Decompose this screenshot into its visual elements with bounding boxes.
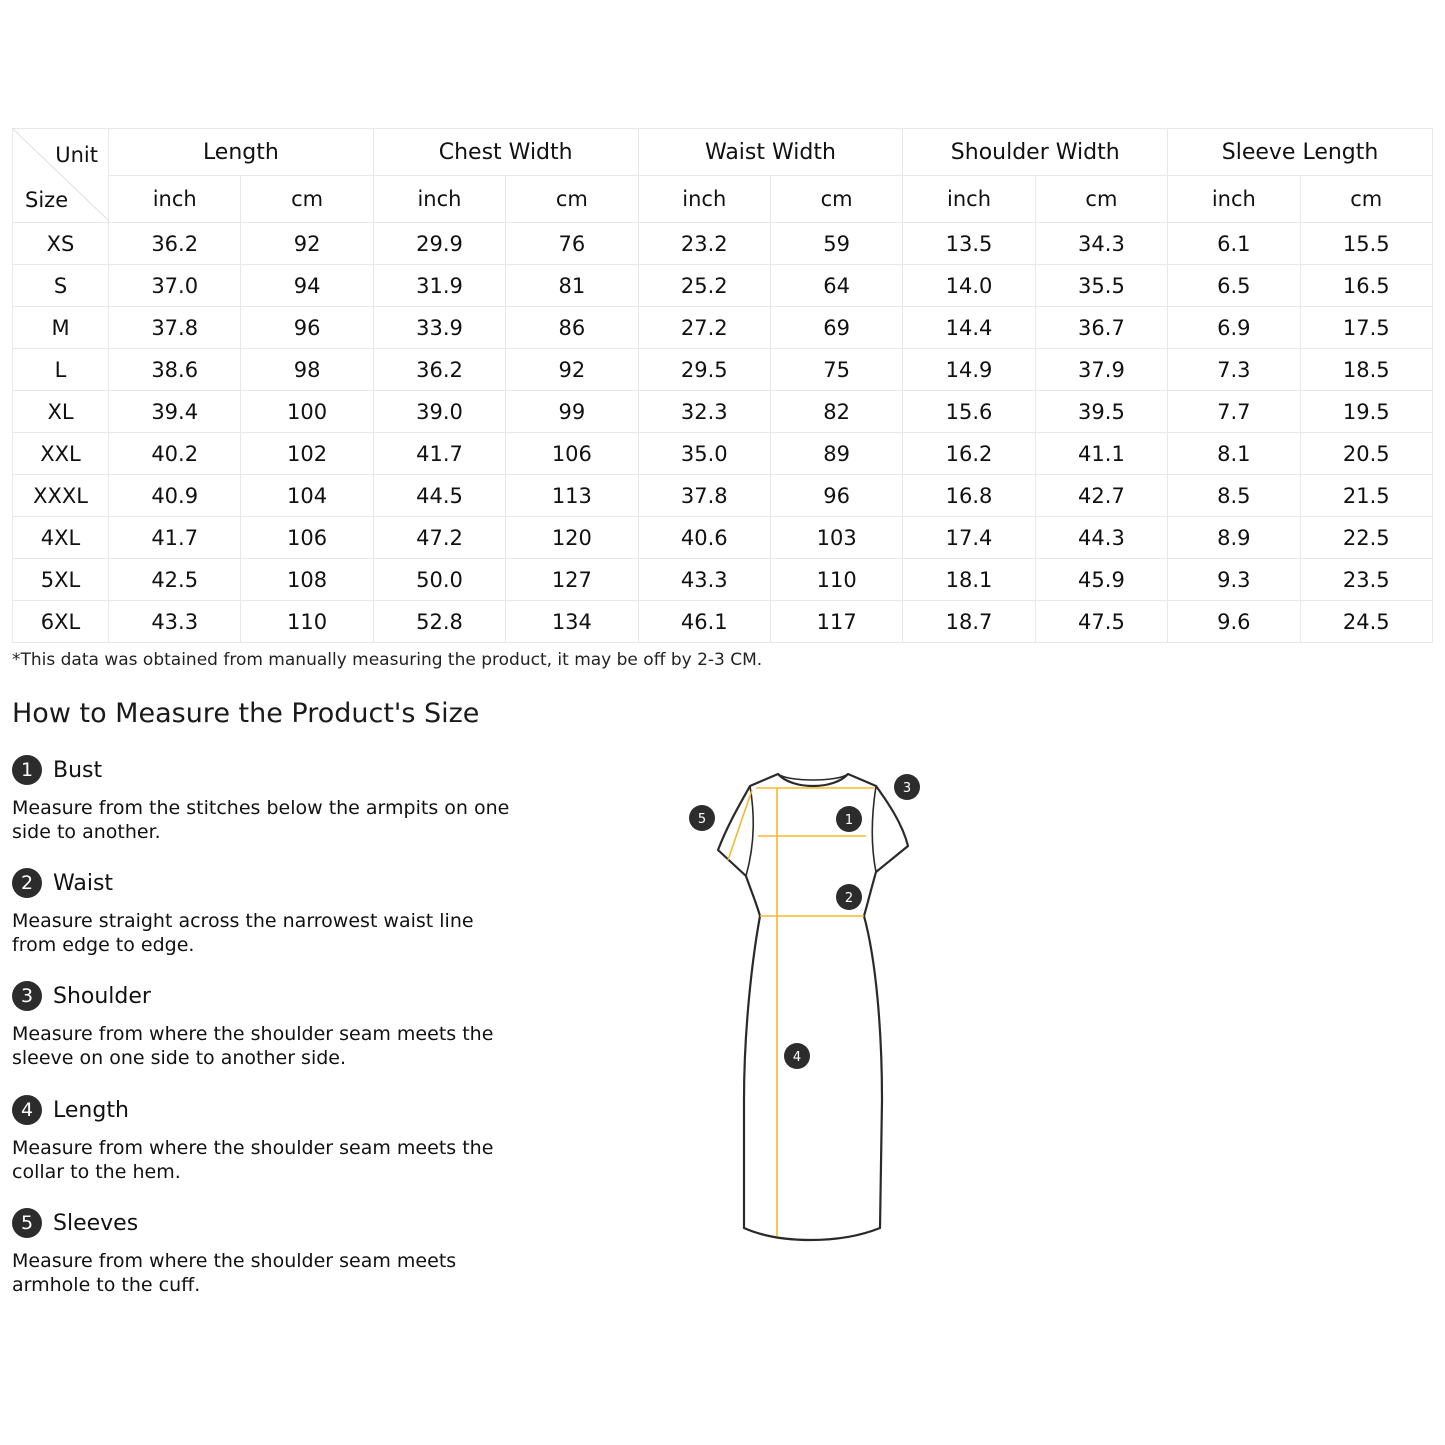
step-description: Measure from where the shoulder seam meets the sleeve on one side to another side.: [12, 1023, 494, 1069]
table-cell: 38.6: [109, 349, 241, 391]
table-cell: 13.5: [903, 223, 1035, 265]
group-header-waist-width: Waist Width: [638, 129, 903, 176]
table-cell: 100: [241, 391, 373, 433]
table-cell: 32.3: [638, 391, 770, 433]
table-cell: 106: [506, 433, 638, 475]
table-cell: 8.5: [1168, 475, 1300, 517]
size-label-cell: XL: [13, 391, 109, 433]
table-cell: 9.6: [1168, 601, 1300, 643]
table-cell: 31.9: [373, 265, 505, 307]
table-cell: 18.7: [903, 601, 1035, 643]
step-number-badge: 2: [12, 868, 42, 898]
table-cell: 16.5: [1300, 265, 1432, 307]
table-cell: 6.9: [1168, 307, 1300, 349]
table-cell: 64: [770, 265, 902, 307]
measurement-note: *This data was obtained from manually measuring the product, it may be off by 2-3 CM.: [12, 650, 763, 670]
table-row: [13, 433, 1433, 475]
size-label-cell: S: [13, 265, 109, 307]
guide-step-bust: [12, 754, 532, 844]
step-name: Waist: [53, 870, 114, 896]
table-body: [13, 223, 1433, 643]
size-label-cell: XS: [13, 223, 109, 265]
table-cell: 41.7: [373, 433, 505, 475]
table-cell: 37.8: [109, 307, 241, 349]
guide-step-length: [12, 1094, 532, 1184]
table-cell: 43.3: [109, 601, 241, 643]
unit-header: cm: [1300, 176, 1432, 223]
table-cell: 6.1: [1168, 223, 1300, 265]
unit-header: cm: [506, 176, 638, 223]
table-cell: 94: [241, 265, 373, 307]
step-name: Shoulder: [53, 983, 151, 1009]
table-unit-header-row: [13, 176, 1433, 223]
table-cell: 89: [770, 433, 902, 475]
table-cell: 106: [241, 517, 373, 559]
table-cell: 24.5: [1300, 601, 1432, 643]
size-label-cell: 6XL: [13, 601, 109, 643]
table-cell: 9.3: [1168, 559, 1300, 601]
table-cell: 76: [506, 223, 638, 265]
table-cell: 23.2: [638, 223, 770, 265]
table-cell: 15.5: [1300, 223, 1432, 265]
table-cell: 110: [770, 559, 902, 601]
badge-4: [784, 1043, 810, 1069]
table-cell: 18.5: [1300, 349, 1432, 391]
table-cell: 69: [770, 307, 902, 349]
size-label-cell: 5XL: [13, 559, 109, 601]
table-cell: 47.2: [373, 517, 505, 559]
table-group-header-row: [13, 129, 1433, 176]
table-cell: 36.2: [109, 223, 241, 265]
table-cell: 35.0: [638, 433, 770, 475]
table-cell: 96: [770, 475, 902, 517]
table-cell: 18.1: [903, 559, 1035, 601]
step-number-badge: 3: [12, 981, 42, 1011]
table-cell: 34.3: [1035, 223, 1167, 265]
step-name: Sleeves: [53, 1210, 139, 1236]
table-cell: 42.5: [109, 559, 241, 601]
table-cell: 39.5: [1035, 391, 1167, 433]
guide-step-sleeves: [12, 1207, 532, 1297]
table-cell: 96: [241, 307, 373, 349]
table-cell: 17.5: [1300, 307, 1432, 349]
badge-3: [894, 774, 920, 800]
table-cell: 27.2: [638, 307, 770, 349]
badge-1: [836, 806, 862, 832]
table-cell: 7.3: [1168, 349, 1300, 391]
group-header-sleeve-length: Sleeve Length: [1168, 129, 1433, 176]
table-cell: 127: [506, 559, 638, 601]
table-cell: 86: [506, 307, 638, 349]
table-cell: 22.5: [1300, 517, 1432, 559]
table-cell: 15.6: [903, 391, 1035, 433]
unit-header: inch: [638, 176, 770, 223]
table-cell: 21.5: [1300, 475, 1432, 517]
table-corner-cell: [13, 129, 109, 223]
step-description: Measure from where the shoulder seam meets armhole to the cuff.: [12, 1250, 457, 1296]
table-cell: 59: [770, 223, 902, 265]
table-row: [13, 223, 1433, 265]
unit-header: inch: [903, 176, 1035, 223]
size-label-cell: M: [13, 307, 109, 349]
table-cell: 120: [506, 517, 638, 559]
step-description: Measure from the stitches below the armpits on one side to another.: [12, 797, 510, 843]
guide-title: How to Measure the Product's Size: [12, 698, 480, 729]
table-cell: 92: [506, 349, 638, 391]
table-cell: 47.5: [1035, 601, 1167, 643]
table-cell: 113: [506, 475, 638, 517]
badge-2: [836, 884, 862, 910]
table-cell: 103: [770, 517, 902, 559]
badge-5: [689, 805, 715, 831]
table-cell: 40.6: [638, 517, 770, 559]
group-header-chest-width: Chest Width: [373, 129, 638, 176]
table-cell: 39.4: [109, 391, 241, 433]
badge-number: 2: [844, 891, 854, 906]
table-cell: 36.7: [1035, 307, 1167, 349]
guide-step-waist: [12, 867, 532, 957]
table-cell: 14.0: [903, 265, 1035, 307]
unit-header: cm: [770, 176, 902, 223]
table-cell: 7.7: [1168, 391, 1300, 433]
table-cell: 108: [241, 559, 373, 601]
table-cell: 8.1: [1168, 433, 1300, 475]
table-cell: 40.9: [109, 475, 241, 517]
table-cell: 98: [241, 349, 373, 391]
table-cell: 81: [506, 265, 638, 307]
table-cell: 14.4: [903, 307, 1035, 349]
badge-number: 4: [792, 1050, 802, 1065]
unit-header: cm: [1035, 176, 1167, 223]
table-row: [13, 349, 1433, 391]
table-row: [13, 265, 1433, 307]
table-cell: 19.5: [1300, 391, 1432, 433]
table-cell: 14.9: [903, 349, 1035, 391]
step-name: Bust: [53, 757, 103, 783]
table-row: [13, 307, 1433, 349]
table-cell: 117: [770, 601, 902, 643]
table-cell: 23.5: [1300, 559, 1432, 601]
table-cell: 39.0: [373, 391, 505, 433]
size-label-cell: XXXL: [13, 475, 109, 517]
corner-size-label: Size: [25, 188, 69, 212]
dress-outline: [718, 774, 908, 1240]
badge-number: 1: [844, 813, 854, 828]
step-name: Length: [53, 1097, 129, 1123]
group-header-length: Length: [109, 129, 374, 176]
step-number-badge: 1: [12, 755, 42, 785]
table-cell: 37.8: [638, 475, 770, 517]
table-cell: 104: [241, 475, 373, 517]
group-header-shoulder-width: Shoulder Width: [903, 129, 1168, 176]
table-cell: 52.8: [373, 601, 505, 643]
table-cell: 45.9: [1035, 559, 1167, 601]
size-chart-table: [12, 128, 1433, 643]
table-cell: 40.2: [109, 433, 241, 475]
table-cell: 16.2: [903, 433, 1035, 475]
table-row: [13, 517, 1433, 559]
badge-number: 5: [697, 812, 707, 827]
unit-header: cm: [241, 176, 373, 223]
table-cell: 44.5: [373, 475, 505, 517]
table-cell: 42.7: [1035, 475, 1167, 517]
table-cell: 33.9: [373, 307, 505, 349]
table-cell: 134: [506, 601, 638, 643]
step-number-badge: 4: [12, 1095, 42, 1125]
table-cell: 43.3: [638, 559, 770, 601]
corner-unit-label: Unit: [55, 143, 98, 167]
table-cell: 8.9: [1168, 517, 1300, 559]
table-cell: 16.8: [903, 475, 1035, 517]
size-label-cell: 4XL: [13, 517, 109, 559]
table-row: [13, 559, 1433, 601]
table-cell: 35.5: [1035, 265, 1167, 307]
size-label-cell: XXL: [13, 433, 109, 475]
table-row: [13, 475, 1433, 517]
table-row: [13, 391, 1433, 433]
table-cell: 44.3: [1035, 517, 1167, 559]
table-cell: 99: [506, 391, 638, 433]
table-cell: 46.1: [638, 601, 770, 643]
step-description: Measure from where the shoulder seam meets the collar to the hem.: [12, 1137, 494, 1183]
size-label-cell: L: [13, 349, 109, 391]
step-number-badge: 5: [12, 1208, 42, 1238]
table-cell: 110: [241, 601, 373, 643]
table-cell: 41.7: [109, 517, 241, 559]
dress-measurement-diagram: [680, 760, 940, 1260]
badge-number: 3: [902, 781, 912, 796]
table-cell: 82: [770, 391, 902, 433]
unit-header: inch: [373, 176, 505, 223]
guide-step-shoulder: [12, 980, 532, 1070]
table-cell: 29.5: [638, 349, 770, 391]
table-cell: 25.2: [638, 265, 770, 307]
table-cell: 102: [241, 433, 373, 475]
unit-header: inch: [1168, 176, 1300, 223]
table-cell: 37.9: [1035, 349, 1167, 391]
step-description: Measure straight across the narrowest waist line from edge to edge.: [12, 910, 474, 956]
table-row: [13, 601, 1433, 643]
table-cell: 50.0: [373, 559, 505, 601]
table-cell: 29.9: [373, 223, 505, 265]
table-cell: 17.4: [903, 517, 1035, 559]
table-cell: 92: [241, 223, 373, 265]
table-cell: 41.1: [1035, 433, 1167, 475]
table-cell: 75: [770, 349, 902, 391]
table-cell: 20.5: [1300, 433, 1432, 475]
unit-header: inch: [109, 176, 241, 223]
table-cell: 6.5: [1168, 265, 1300, 307]
table-cell: 37.0: [109, 265, 241, 307]
table-cell: 36.2: [373, 349, 505, 391]
